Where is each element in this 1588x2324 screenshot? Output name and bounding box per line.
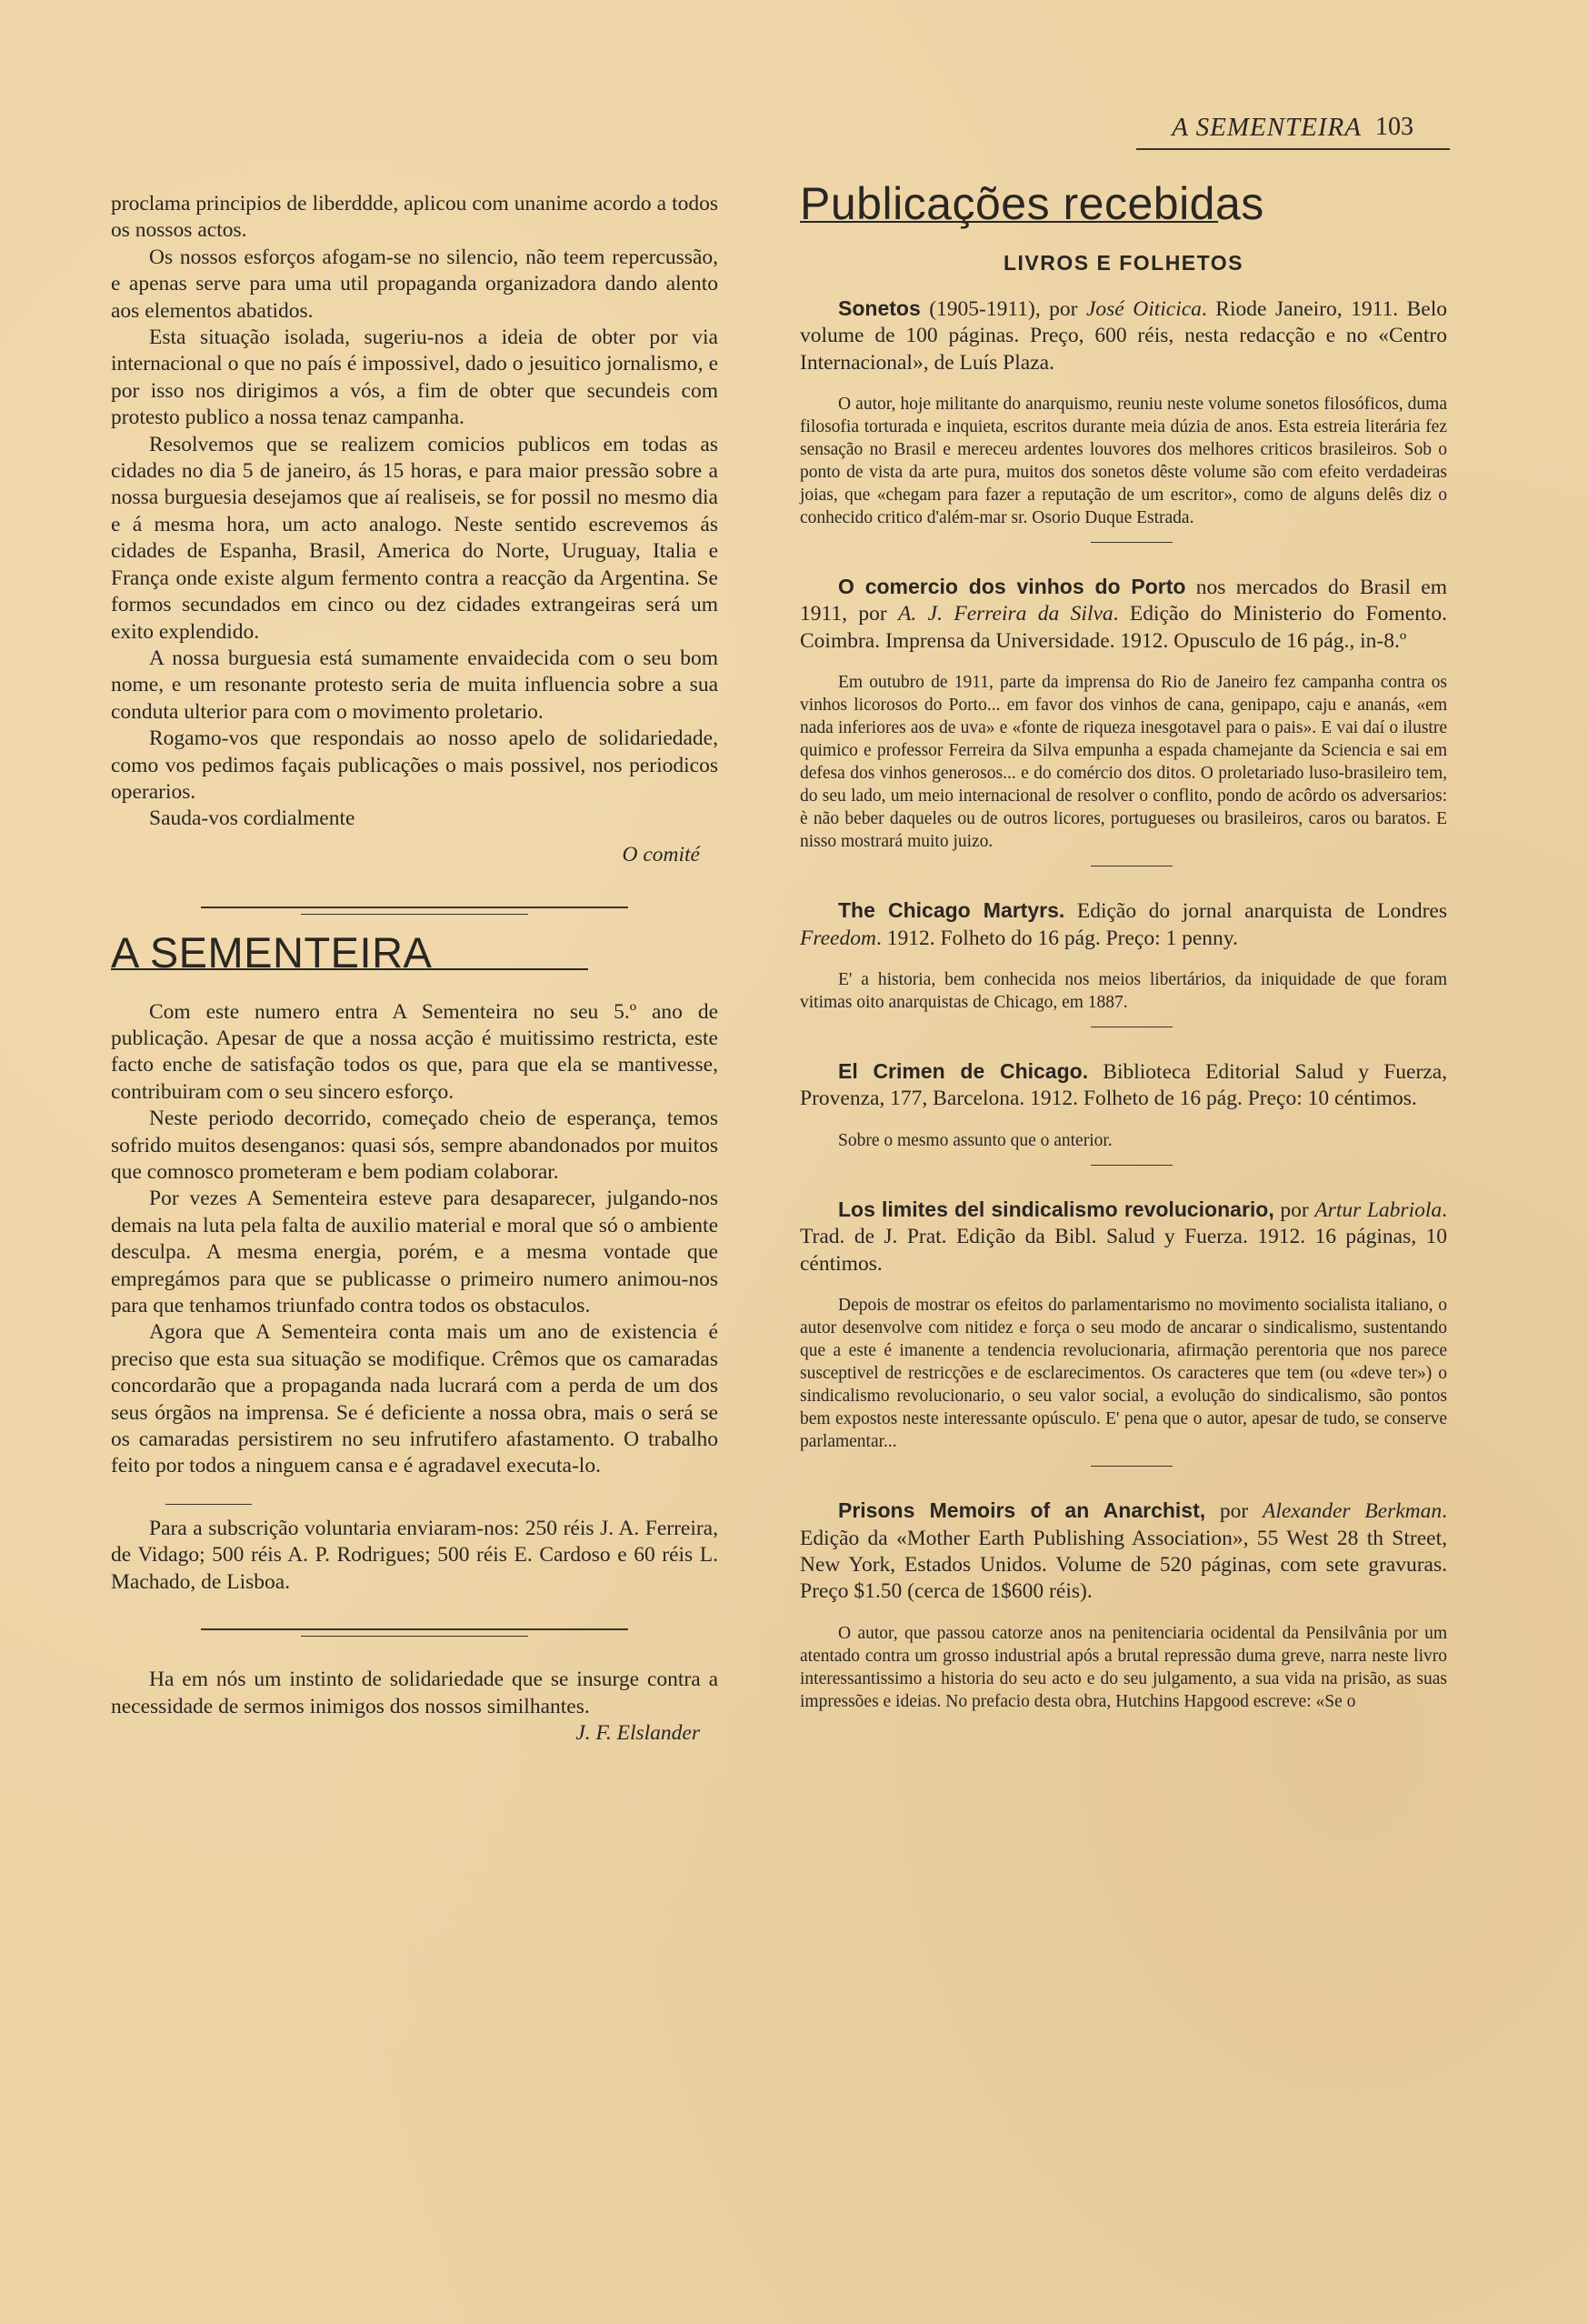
publication-title: Prisons Memoirs of an Anarchist, (838, 1498, 1206, 1523)
running-title: A SEMENTEIRA (1172, 113, 1362, 142)
publication-entry (800, 574, 1447, 655)
publication-details: . Trad. de J. Prat. Edição da Bibl. Salud y Fuerza. 1912. 16 páginas, 10 céntimos. (800, 1197, 1448, 1276)
section-title: Publicações recebidas (800, 178, 1264, 229)
publication-details: . Edição do Ministerio do Fomento. Coimbra. Imprensa da Universidade. 1912. Opusculo de 16 pág., in-8.º (800, 602, 1447, 653)
publication-author: Alexander Berkman (1262, 1499, 1443, 1524)
letter-signature: O comité (622, 842, 700, 866)
publication-details: por (1205, 1499, 1263, 1524)
article-paragraph: Com este numero entra A Sementeira no seu 5.º ano de publicação. Apesar de que a nossa acção é muitissimo restricta, este facto enche de satisfação todos os que, para que ela se mantivesse, contribuiram com o seu sincero esforço. (111, 999, 718, 1104)
publication-entry (800, 1498, 1447, 1606)
publication-entry (800, 897, 1447, 952)
publication-title: The Chicago Martyrs. (838, 898, 1065, 923)
page-number: 103 (1375, 113, 1413, 141)
publication-entry (800, 1058, 1447, 1113)
divider (1091, 1165, 1173, 1166)
publication-author: A. J. Ferreira da Silva (898, 602, 1114, 626)
publication-review: O autor, hoje militante do anarquismo, reuniu neste volume sonetos filosóficos, duma filosofia torturada e inquieta, escritos durante meia dúzia de anos. Esta estreia literária fez sensação no Brasil e mereceu ardentes louvores dos melhores criticos brasileiros. Sob o ponto de vista da arte pura, muitos dos sonetos dêste volume são com efeito verdadeiras joias, que «chegam para fazer a reputação de um escritor», como de alguns delês diz o conhecido critico d'além-mar sr. Osorio Duque Estrada. (800, 395, 1447, 528)
left-column (111, 191, 718, 1747)
publication-author: Freedom (800, 926, 876, 950)
quote-author: J. F. Elslander (575, 1720, 700, 1745)
divider (1091, 542, 1173, 543)
publication-details: Edição do jornal anarquista de Londres (1064, 899, 1447, 924)
publication-details: . Edição da «Mother Earth Publishing Association», 55 West 28 th Street, New York, Estados Unidos. Volume de 520 páginas, com sete gravuras. Preço $1.50 (cerca de 1$600 réis). (800, 1499, 1447, 1604)
letter-closing: Sauda-vos cordialmente (149, 806, 355, 831)
publication-author: Artur Labriola (1314, 1197, 1443, 1222)
publication-details: Biblioteca Editorial Salud y Fuerza, Provenza, 177, Barcelona. 1912. Folheto de 16 pág. Preço: 10 céntimos. (800, 1060, 1447, 1111)
publication-review: Depois de mostrar os efeitos do parlamentarismo no movimento socialista italiano, o autor desenvolve com nitidez e força o seu modo de ancarar o sindicalismo, sustentando que a este é imanente a tendencia revolucionaria, afirmação perentoria que nos parece susceptivel de restricções e de esclarecimentos. Os caracteres que tem (ou «deve ter») o sindicalismo revolucionario, o seu valor social, a evolução do sindicalismo, são pontos bem expostos neste interessante opúsculo. E' pena que o autor, apesar de tudo, se conserve parlamentar... (800, 1296, 1447, 1452)
publication-details: . Riode Janeiro, 1911. Belo volume de 100 páginas. Preço, 600 réis, nesta redacção e no «Centro Internacional», de Luís Plaza. (800, 296, 1447, 375)
right-column (800, 178, 1448, 1726)
article-paragraph: Neste periodo decorrido, começado cheio de esperança, temos sofrido muitos desenganos: quasi sós, sempre abandonados por muitos que comnosco prometeram e bem podiam colaborar. (111, 1107, 718, 1184)
publication-title: Los limites del sindicalismo revolucionario, (838, 1197, 1274, 1221)
quote-text: Ha em nós um instinto de solidariedade que se insurge contra a necessidade de sermos inimigos dos nossos similhantes. (111, 1668, 718, 1718)
publication-author: José Oiticica (1085, 296, 1202, 321)
publication-review: Sobre o mesmo assunto que o anterior. (838, 1130, 1113, 1150)
letter-paragraph: Rogamo-vos que respondais ao nosso apelo de solidariedade, como vos pedimos façais publicações o mais possivel, nos periodicos operarios. (111, 726, 718, 804)
publication-title: O comercio dos vinhos do Porto (838, 575, 1186, 599)
publication-entry (800, 296, 1447, 376)
section-subhead: LIVROS E FOLHETOS (1003, 251, 1244, 275)
publication-review: E' a historia, bem conhecida nos meios libertários, da iniquidade de que foram vitimas oito anarquistas de Chicago, em 1887. (800, 970, 1447, 1013)
publication-review: O autor, que passou catorze anos na penitenciaria ocidental da Pensilvânia por um atentado contra um grosso industrial após a brutal repressão duma greve, narra neste livro interessantissimo a historia do seu acto e do seu julgamento, a sua vida na prisão, as suas impressões e ideias. No prefacio desta obra, Hutchins Hapgood escreve: «Se o (800, 1623, 1447, 1711)
letter-paragraph: Esta situação isolada, sugeriu-nos a ideia de obter por via internacional o que no país é impossivel, dado o jesuitico jornalismo, e por isso nos dirigimos a vós, a fim de obter que secundeis com protesto publico a nossa tenaz campanha. (111, 326, 718, 430)
publication-title: El Crimen de Chicago. (838, 1059, 1089, 1084)
article-paragraph: Agora que A Sementeira conta mais um ano de existencia é preciso que esta sua situação se modifique. Crêmos que os camaradas concordarão que a propaganda nada lucrará com a perda de um dos seus órgãos na imprensa. Se é deficiente a nossa obra, mais o será se os camaradas persistirem no seu infrutifero afastamento. O trabalho feito por todos a ninguem cansa e é agradavel executa-lo. (111, 1320, 718, 1478)
publication-details: por (1273, 1197, 1315, 1222)
letter-paragraph: Os nossos esforços afogam-se no silencio, não teem repercussão, e apenas serve para uma util propaganda organizadora dando alento aos elementos abatidos. (111, 245, 718, 323)
publication-details: nos mercados do Brasil em 1911, por (800, 576, 1448, 626)
letter-paragraph: Resolvemos que se realizem comicios publicos em todas as cidades no dia 5 de janeiro, ás 15 horas, e para maior pressão sobre a nossa burguesia desejamos que aí realiseis, se for possil no mesmo dia e á mesma hora, um acto analogo. Neste sentido escrevemos ás cidades de Espanha, Brasil, America do Norte, Uruguay, Italia e França onde existe algum fermento contra a reacção da Argentina. Se formos secundados em cinco ou dez cidades extrangeiras será um exito explendido. (111, 432, 718, 644)
publication-list (800, 296, 1447, 1713)
publication-entry (800, 1197, 1447, 1277)
article-title: A SEMENTEIRA (111, 928, 433, 977)
header-rule (1136, 148, 1450, 150)
subscription-note: Para a subscrição voluntaria enviaram-nos: 250 réis J. A. Ferreira, de Vidago; 500 réis A. P. Rodrigues; 500 réis E. Cardoso e 60 réis L. Machado, de Lisboa. (111, 1516, 718, 1594)
section-divider (201, 907, 628, 919)
section-divider (201, 1628, 628, 1641)
publication-details: (1905-1911), por (920, 296, 1086, 321)
divider (1091, 1466, 1173, 1467)
publication-review: Em outubro de 1911, parte da imprensa do Rio de Janeiro fez campanha contra os vinhos licorosos do Porto... em favor dos vinhos de cana, genipapo, caju e ananás, «em nada inferiores aos de uva» e «fonte de riqueza inesgotavel para o pais». E vai daí o ilustre quimico e professor Ferreira da Silva empunha a espada chamejante da Sciencia e sai em defesa dos vinhos generosos... e do comércio dos ditos. O proletariado luso-brasileiro tem, do seu lado, um meio internacional de resolver o conflito, pondo de acôrdo os adversarios: è não beber daqueles ou de outros licores, portugueses ou brasileiros, caros ou baratos. E nisso mostrará muito juizo. (800, 673, 1447, 852)
publication-title: Sonetos (838, 296, 921, 320)
letter-paragraph: proclama principios de liberddde, aplicou com unanime acordo a todos os nossos actos. (111, 192, 718, 243)
letter-paragraph: A nossa burguesia está sumamente envaidecida com o seu bom nome, e um resonante protesto seria de muita influencia sobre a sua conduta ulterior para com o movimento proletario. (111, 646, 718, 724)
publication-details: . 1912. Folheto do 16 pág. Preço: 1 penny. (875, 926, 1238, 950)
article-paragraph: Por vezes A Sementeira esteve para desaparecer, julgando-nos demais na luta pela falta de auxilio material e moral que só o ambiente desculpa. A mesma energia, porém, e a mesma vontade que empregámos para que se publicasse o primeiro numero animou-nos para que tenhamos triunfado contra todos os obstaculos. (111, 1187, 718, 1318)
divider (165, 1504, 252, 1505)
